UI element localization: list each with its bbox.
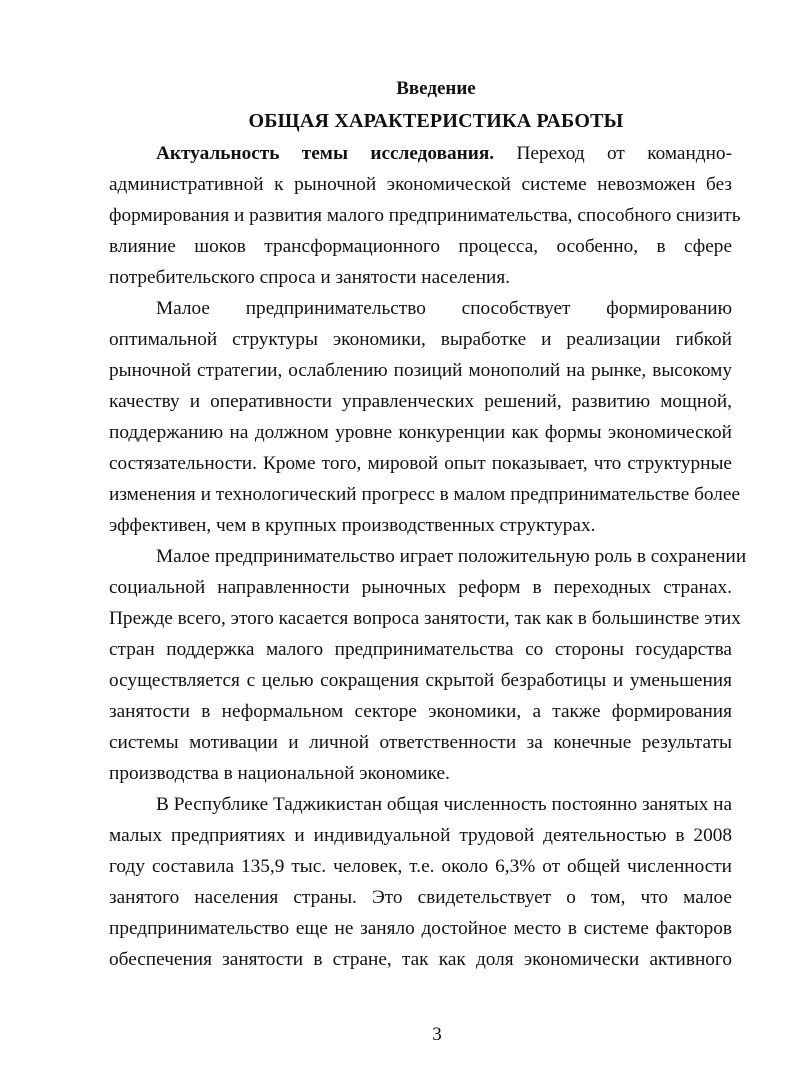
- paragraph-4-line-2: малых предприятиях и индивидуальной трудовой деятельностью в 2008: [109, 825, 732, 846]
- paragraph-4-line-3: году составила 135,9 тыс. человек, т.е. около 6,3% от общей численности: [109, 856, 732, 877]
- paragraph-1-text: Переход от командно-: [516, 143, 732, 164]
- paragraph-3-line-6: занятости в неформальном секторе экономики, а также формирования: [109, 701, 732, 722]
- main-title: ОБЩАЯ ХАРАКТЕРИСТИКА РАБОТЫ: [248, 110, 624, 132]
- paragraph-3-line-7: системы мотивации и личной ответственности за конечные результаты: [109, 732, 732, 753]
- paragraph-1-line-2: административной к рыночной экономической системе невозможен без: [109, 174, 732, 195]
- paragraph-3-line-3: Прежде всего, этого касается вопроса занятости, так как в большинстве этих: [109, 608, 741, 629]
- paragraph-2-line-7: изменения и технологический прогресс в малом предпринимательстве более: [109, 484, 741, 505]
- page-number: 3: [432, 1024, 442, 1045]
- topic-relevance-heading: Актуальность темы исследования.: [156, 143, 495, 164]
- paragraph-3-line-2: социальной направленности рыночных реформ в переходных странах.: [109, 577, 732, 598]
- paragraph-3-line-8: производства в национальной экономике.: [109, 763, 450, 784]
- paragraph-1-line-4: влияние шоков трансформационного процесса, особенно, в сфере: [109, 236, 732, 257]
- paragraph-4-line-6: обеспечения занятости в стране, так как доля экономически активного: [109, 949, 732, 970]
- paragraph-2-line-1: Малое предпринимательство способствует формированию: [156, 298, 732, 319]
- paragraph-2-line-4: качеству и оперативности управленческих решений, развитию мощной,: [109, 391, 732, 412]
- paragraph-1-line-5: потребительского спроса и занятости населения.: [109, 267, 511, 288]
- paragraph-2-line-3: рыночной стратегии, ослаблению позиций монополий на рынке, высокому: [109, 360, 732, 381]
- paragraph-3-line-4: стран поддержка малого предпринимательства со стороны государства: [109, 639, 732, 660]
- paragraph-4-line-1: В Республике Таджикистан общая численность постоянно занятых на: [156, 794, 733, 815]
- paragraph-3-line-5: осуществляется с целью сокращения скрытой безработицы и уменьшения: [109, 670, 732, 691]
- paragraph-2-line-2: оптимальной структуры экономики, выработке и реализации гибкой: [109, 329, 732, 350]
- section-title: Введение: [396, 78, 476, 99]
- paragraph-1-line-1: [156, 138, 732, 169]
- paragraph-4-line-5: предпринимательство еще не заняло достойное место в системе факторов: [109, 918, 732, 939]
- paragraph-2-line-6: состязательности. Кроме того, мировой опыт показывает, что структурные: [109, 453, 732, 474]
- paragraph-2-line-5: поддержанию на должном уровне конкуренции как формы экономической: [109, 422, 732, 443]
- paragraph-3-line-1: Малое предпринимательство играет положительную роль в сохранении: [156, 546, 747, 567]
- paragraph-4-line-4: занятого населения страны. Это свидетельствует о том, что малое: [109, 887, 732, 908]
- paragraph-1-line-3: формирования и развития малого предпринимательства, способного снизить: [109, 205, 741, 226]
- paragraph-2-line-8: эффективен, чем в крупных производственных структурах.: [109, 515, 596, 536]
